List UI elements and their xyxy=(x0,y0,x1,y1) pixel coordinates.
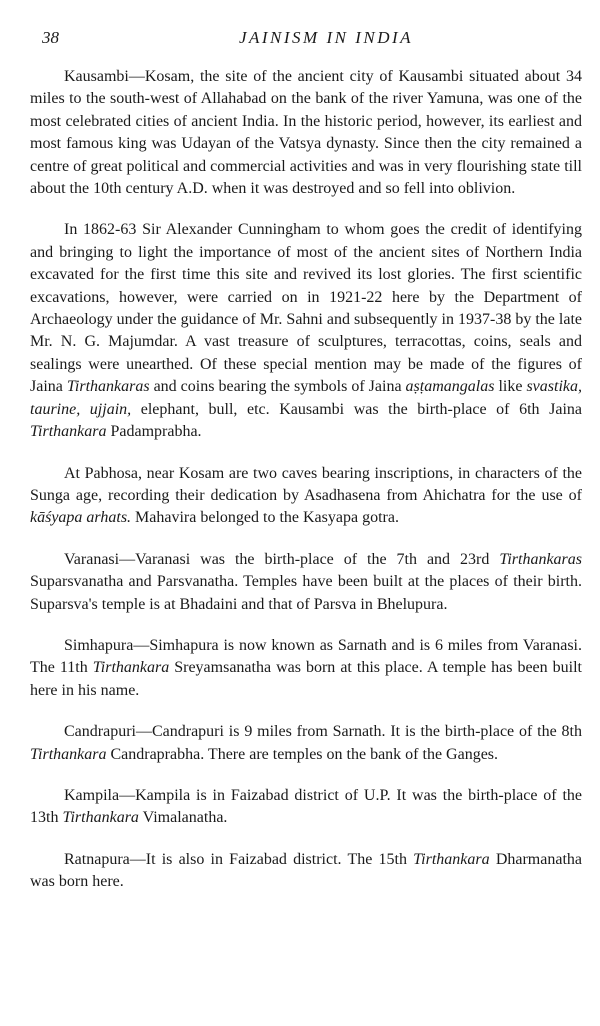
italic-text: svastika, taurine, ujjain, xyxy=(30,378,582,418)
italic-text: Tirthankara xyxy=(92,659,170,677)
paragraph xyxy=(30,66,582,200)
italic-text: Tirthankara xyxy=(413,850,490,868)
paragraph xyxy=(30,785,582,830)
page-number: 38 xyxy=(42,28,59,47)
text-run: Ratnapura—It is also in Faizabad district. The 15th xyxy=(64,850,414,868)
text-run: Suparsvanatha and Parsvanatha. Temples have been built at the places of their birth. Suparsva's temple is at Bhadaini and that of Parsva in Bhelupura. xyxy=(30,573,582,613)
text-run: Dharmanatha was born here. xyxy=(30,850,582,891)
text-run: Kampila—Kampila is in Faizabad district of U.P. It was the birth-place of the 13th xyxy=(30,786,582,827)
text-run: In 1862-63 Sir Alexander Cunningham to whom goes the credit of identifying and bringing to light the importance of most of the ancient sites of Northern India excavated for the first time this site and revived its lost glories. The first scientific excavations, however, were carried on in 1921-22 here by the Department of Archaeology under the guidance of Mr. Sahni and subsequently in 1937-38 by the late Mr. N. G. Majumdar. A vast treasure of sculptures, terracottas, coins, seals and sealings were unearthed. Of these special mention may be made of the figures of Jaina xyxy=(30,221,582,396)
paragraph xyxy=(30,219,582,443)
body-text xyxy=(30,66,582,894)
paragraph xyxy=(30,721,582,766)
text-run: Sreyamsanatha was born at this place. A temple has been built here in his name. xyxy=(30,659,582,699)
text-run: Simhapura—Simhapura is now known as Sarnath and is 6 miles from Varanasi. The 11th xyxy=(30,636,582,677)
italic-text: Tirthankaras xyxy=(66,378,150,396)
page-header xyxy=(30,24,582,54)
text-run: like xyxy=(494,378,527,396)
text-run: At Pabhosa, near Kosam are two caves bearing inscriptions, in characters of the Sunga age, recording their dedication by Asadhasena from Ahichatra for the use of xyxy=(30,464,582,504)
text-run: Varanasi—Varanasi was the birth-place of the 7th and 23rd xyxy=(64,550,500,568)
text-run: elephant, bull, etc. Kausambi was the birth-place of 6th Jaina xyxy=(131,400,583,418)
text-run: Padamprabha. xyxy=(106,423,202,441)
italic-text: Tirthankara xyxy=(30,423,107,441)
italic-text: aṣṭamangalas xyxy=(405,378,495,396)
text-run: Mahavira belonged to the Kasyapa gotra. xyxy=(131,509,399,527)
italic-text: Tirthankaras xyxy=(499,550,582,568)
paragraph xyxy=(30,635,582,702)
text-run: Kausambi—Kosam, the site of the ancient city of Kausambi situated about 34 miles to the south-west of Allahabad on the bank of the river Yamuna, was one of the most celebrated cities of ancient India. In the historic period, however, its earliest and most famous king was Udayan of the Vatsya dynasty. Since then the city remained a centre of great political and commercial activities and was in very flourishing state till about the 10th century A.D. when it was destroyed and so fell into oblivion. xyxy=(30,68,582,198)
italic-text: Tirthankara xyxy=(62,809,139,827)
text-run: Vimalanatha. xyxy=(138,809,228,827)
text-run: Candrapuri—Candrapuri is 9 miles from Sarnath. It is the birth-place of the 8th xyxy=(64,723,582,741)
paragraph xyxy=(30,549,582,616)
running-title: JAINISM IN INDIA xyxy=(238,28,414,47)
paragraph xyxy=(30,463,582,530)
italic-text: kāśyapa arhats. xyxy=(30,509,132,527)
text-run: and coins bearing the symbols of Jaina xyxy=(149,378,406,396)
paragraph xyxy=(30,849,582,894)
italic-text: Tirthankara xyxy=(30,745,107,763)
text-run: Candraprabha. There are temples on the bank of the Ganges. xyxy=(106,745,499,763)
